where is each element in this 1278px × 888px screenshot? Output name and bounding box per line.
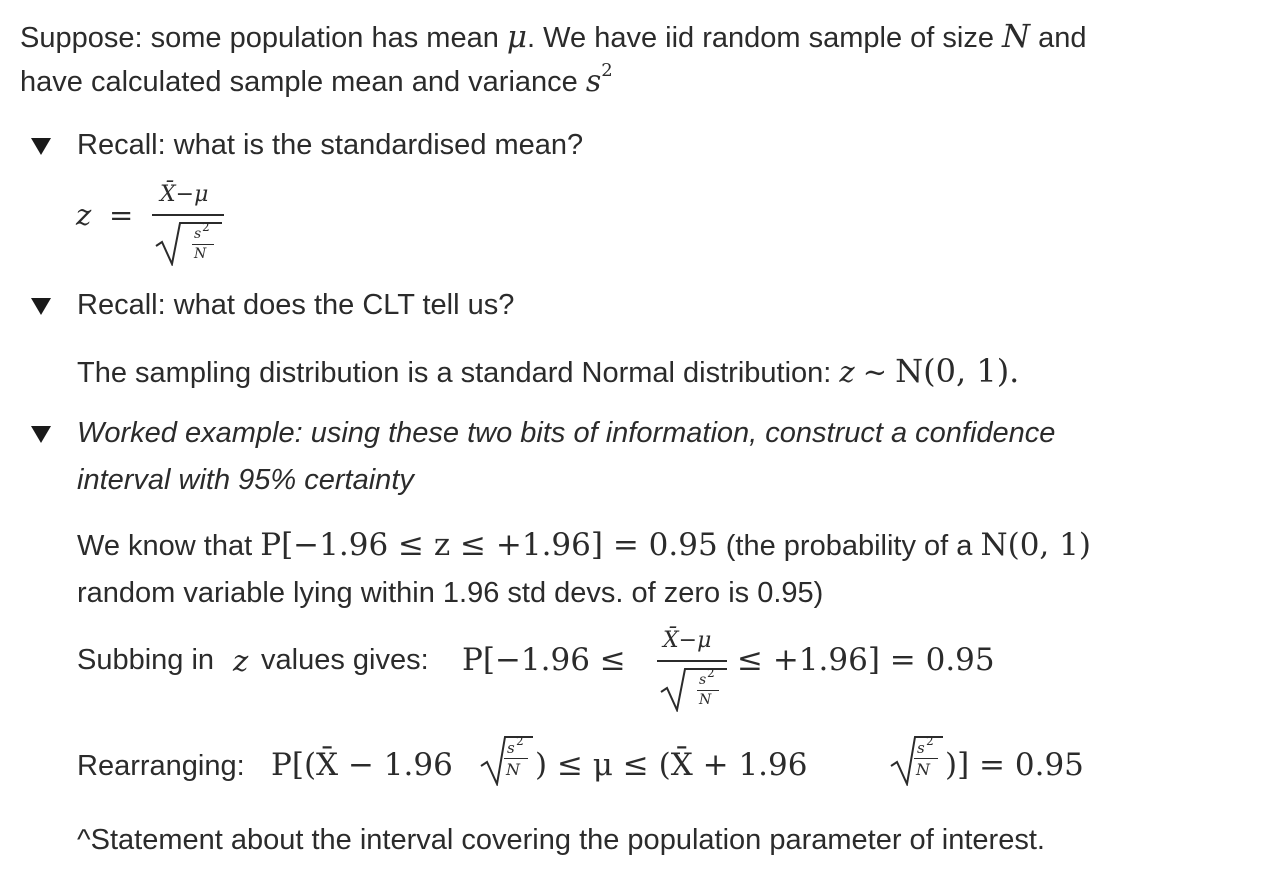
worked-p1-line-2: random variable lying within 1.96 std devs. of zero is 0.95)	[77, 577, 824, 609]
inner-n: N	[194, 246, 207, 262]
toggle-triangle-3[interactable]	[31, 426, 51, 443]
toggle-summary-3-line-1[interactable]: Worked example: using these two bits of information, construct a confidence	[77, 417, 1056, 449]
p3-n1: N	[506, 760, 520, 779]
fraction-numerator: X̄−μ	[160, 182, 209, 207]
intro-line-1	[20, 17, 1086, 55]
p1-prefix: We know that	[77, 530, 253, 562]
toggle-summary-3-line-2[interactable]: interval with 95% certainty	[77, 464, 414, 496]
clt-answer	[77, 352, 1019, 390]
n-symbol: N	[1002, 17, 1031, 55]
p3-s1: s	[507, 739, 515, 757]
intro-text-a: Suppose: some population has mean	[20, 22, 499, 54]
clt-z: z	[839, 355, 855, 389]
p3-s2-exp: 2	[926, 734, 934, 748]
p3-bar-1	[504, 758, 528, 759]
inner-s-exp: 2	[202, 220, 210, 234]
worked-p3	[77, 732, 1177, 792]
stdmean-formula	[76, 182, 256, 272]
p3-s2: s	[917, 739, 925, 757]
intro-text-d: have calculated sample mean and variance	[20, 66, 578, 98]
p2-mid: values gives:	[261, 644, 429, 676]
intro-text-c: and	[1038, 22, 1087, 54]
p1-mid: (the probability of a	[725, 530, 973, 562]
equals-sign: =	[109, 198, 134, 232]
p2-z: z	[233, 644, 249, 678]
p2-numerator: X̄−μ	[663, 628, 712, 653]
p3-c: )] = 0.95	[945, 747, 1084, 783]
p3-bar-2	[914, 758, 938, 759]
sqrt-sign	[154, 220, 224, 266]
worked-p1-line-1	[77, 527, 1091, 563]
p3-a: P[(X̄ − 1.96	[271, 747, 453, 783]
p2-inner-n: N	[699, 692, 712, 708]
p3-b: ) ≤ μ ≤ (X̄ + 1.96	[535, 747, 808, 783]
p2-sqrt-sign	[659, 666, 729, 712]
fraction-bar	[152, 214, 224, 216]
p2-inner-s: s	[699, 672, 707, 688]
inner-s: s	[194, 226, 202, 242]
toggle-triangle-1[interactable]	[31, 138, 51, 155]
worked-p2	[77, 628, 1077, 718]
inner-bar	[192, 244, 214, 245]
worked-p4: ^Statement about the interval covering the population parameter of interest.	[77, 824, 1045, 856]
p1-dist: N(0, 1)	[980, 527, 1091, 563]
clt-sim: ∼	[862, 355, 888, 389]
p3-prefix: Rearranging:	[77, 750, 245, 782]
mu-symbol: μ	[506, 19, 528, 55]
p3-n2: N	[916, 760, 930, 779]
p2-inner-bar	[697, 690, 719, 691]
p2-prefix: Subbing in	[77, 644, 215, 676]
p3-s1-exp: 2	[516, 734, 524, 748]
toggle-triangle-2[interactable]	[31, 298, 51, 315]
p2-right-math: ≤ +1.96] = 0.95	[737, 642, 995, 678]
toggle-summary-1[interactable]: Recall: what is the standardised mean?	[77, 129, 584, 161]
p2-inner-s-exp: 2	[707, 666, 715, 680]
s-symbol: s	[585, 64, 602, 99]
clt-dist: N(0, 1).	[895, 352, 1020, 390]
clt-text: The sampling distribution is a standard Normal distribution:	[77, 357, 832, 389]
toggle-summary-2[interactable]: Recall: what does the CLT tell us?	[77, 289, 515, 321]
s-exponent: 2	[601, 60, 613, 82]
intro-text-b: . We have iid random sample of size	[527, 22, 994, 54]
p2-left-math: P[−1.96 ≤	[462, 642, 626, 678]
z-symbol: z	[76, 198, 92, 232]
intro-line-2	[20, 60, 613, 99]
p2-fraction-bar	[657, 660, 727, 662]
p1-math: P[−1.96 ≤ z ≤ +1.96] = 0.95	[260, 527, 718, 563]
